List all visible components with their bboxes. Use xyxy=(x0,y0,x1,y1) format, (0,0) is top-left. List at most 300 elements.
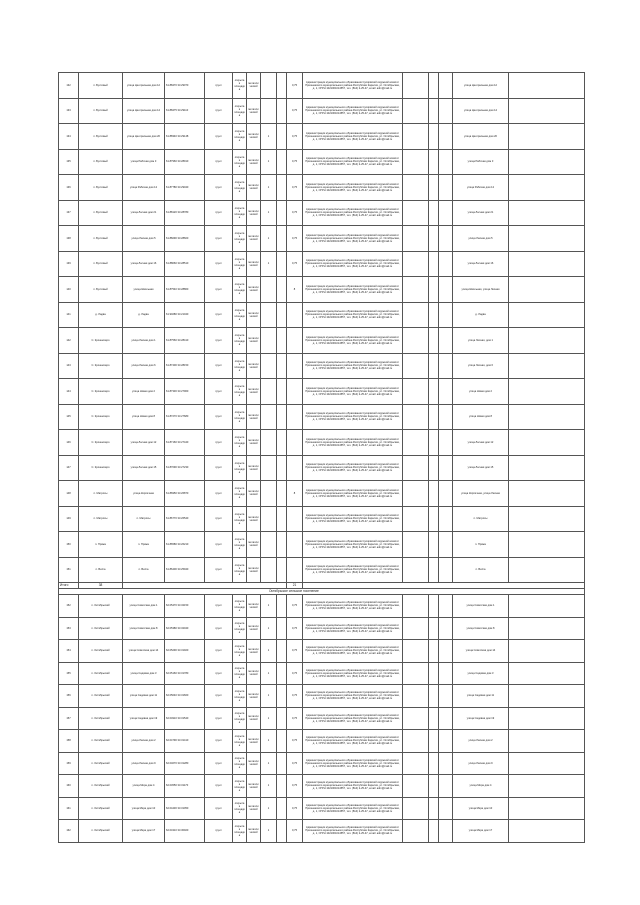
row-empty xyxy=(429,455,439,481)
row-empty xyxy=(403,149,429,175)
row-empty xyxy=(403,752,429,775)
total-count: 38 xyxy=(79,583,123,589)
row-empty xyxy=(403,226,429,252)
row-empty xyxy=(403,640,429,663)
row-type: открытая площадка xyxy=(233,557,247,583)
row-empty xyxy=(277,353,287,379)
row-number: 138 xyxy=(59,226,79,252)
row-container: металлический xyxy=(247,200,261,226)
row-surface: грунт xyxy=(205,404,233,430)
table-row xyxy=(59,226,585,252)
row-locality: С. Крошнозеро xyxy=(79,353,123,379)
row-surface: грунт xyxy=(205,277,233,303)
row-served: улица Садовая дом 19 xyxy=(453,707,509,730)
row-container: металлический xyxy=(247,455,261,481)
row-empty xyxy=(429,752,439,775)
row-locality: С. Крошнозеро xyxy=(79,430,123,456)
row-coordinates: 61.87960 33.28910 xyxy=(165,149,205,175)
row-container: металлический xyxy=(247,175,261,201)
table-row xyxy=(59,73,585,99)
row-surface: грунт xyxy=(205,328,233,354)
row-coordinates: 61.88470 33.29070 xyxy=(165,73,205,99)
row-served: улица Мира дом 10 xyxy=(453,797,509,820)
row-served: п. Пряжа xyxy=(453,532,509,558)
row-number: 153 xyxy=(59,617,79,640)
row-empty xyxy=(277,752,287,775)
row-capacity xyxy=(261,73,277,99)
row-number: 146 xyxy=(59,430,79,456)
row-address: улица Лесная дом 15 xyxy=(123,455,165,481)
row-empty xyxy=(439,455,453,481)
row-empty xyxy=(439,73,453,99)
row-empty xyxy=(509,685,585,708)
row-owner: Администрация муниципального образования Суоярвский окружной комитет Прионежского муниципального района Республики Карелия, ул. Октябрьская, д. 1, ОГРН 1021001014557, тел. (814) 2-25-47, email: adm@mail.ru xyxy=(303,707,403,730)
row-type: открытая площадка xyxy=(233,707,247,730)
row-surface: грунт xyxy=(205,820,233,843)
row-volume: 0,75 xyxy=(287,617,303,640)
row-number: 135 xyxy=(59,149,79,175)
row-volume xyxy=(287,328,303,354)
table-row xyxy=(59,98,585,124)
row-surface: грунт xyxy=(205,226,233,252)
row-empty xyxy=(277,226,287,252)
row-empty xyxy=(403,277,429,303)
row-served: улица Лесная, дом 1 xyxy=(453,328,509,354)
row-empty xyxy=(429,481,439,507)
row-coordinates: 62.05160 33.31780 xyxy=(165,662,205,685)
row-address: улица Центральная дом 14 xyxy=(123,98,165,124)
row-empty xyxy=(509,662,585,685)
row-owner: Администрация муниципального образования Суоярвский окружной комитет Прионежского муниципального района Республики Карелия, ул. Октябрьская, д. 1, ОГРН 1021001014557, тел. (814) 2-25-47, email: adm@mail.ru xyxy=(303,557,403,583)
row-volume: 0,75 xyxy=(287,730,303,753)
row-coordinates: 61.87090 33.27230 xyxy=(165,455,205,481)
row-type: открытая площадка xyxy=(233,481,247,507)
row-type: открытая площадка xyxy=(233,532,247,558)
row-type: открытая площадка xyxy=(233,328,247,354)
row-empty xyxy=(429,640,439,663)
row-surface: грунт xyxy=(205,73,233,99)
row-empty xyxy=(429,98,439,124)
row-owner: Администрация муниципального образования Суоярвский окружной комитет Прионежского муниципального района Республики Карелия, ул. Октябрьская, д. 1, ОГРН 1021001014557, тел. (814) 2-25-47, email: adm@mail.ru xyxy=(303,404,403,430)
row-empty xyxy=(509,730,585,753)
row-volume: 0,75 xyxy=(287,685,303,708)
row-owner: Администрация муниципального образования Суоярвский окружной комитет Прионежского муниципального района Республики Карелия, ул. Октябрьская, д. 1, ОГРН 1021001014557, тел. (814) 2-25-47, email: adm@mail.ru xyxy=(303,430,403,456)
row-number: 155 xyxy=(59,662,79,685)
row-surface: грунт xyxy=(205,532,233,558)
rows-block-b xyxy=(59,595,585,843)
row-surface: грунт xyxy=(205,730,233,753)
row-surface: грунт xyxy=(205,353,233,379)
row-volume: 0,75 xyxy=(287,251,303,277)
row-empty xyxy=(509,353,585,379)
row-empty xyxy=(277,685,287,708)
row-coordinates: 61.88475 33.29110 xyxy=(165,98,205,124)
row-capacity xyxy=(261,455,277,481)
row-empty xyxy=(277,557,287,583)
row-volume xyxy=(287,506,303,532)
row-served: улица Школьная, улица Лесная xyxy=(453,277,509,303)
row-address: улица Кирпичная xyxy=(123,481,165,507)
row-locality: п. Бухтовый xyxy=(79,175,123,201)
row-surface: грунт xyxy=(205,617,233,640)
row-type: открытая площадка xyxy=(233,73,247,99)
row-surface: грунт xyxy=(205,481,233,507)
row-volume: 0,75 xyxy=(287,200,303,226)
row-empty xyxy=(509,595,585,618)
row-empty xyxy=(509,557,585,583)
row-empty xyxy=(403,506,429,532)
row-owner: Администрация муниципального образования Суоярвский окружной комитет Прионежского муниципального района Республики Карелия, ул. Октябрьская, д. 1, ОГРН 1021001014557, тел. (814) 2-25-47, email: adm@mail.ru xyxy=(303,506,403,532)
row-empty xyxy=(403,404,429,430)
row-served: улица Рабочая дом 12 xyxy=(453,175,509,201)
row-surface: грунт xyxy=(205,775,233,798)
table-row xyxy=(59,707,585,730)
row-type: открытая площадка xyxy=(233,662,247,685)
row-empty xyxy=(429,302,439,328)
row-coordinates: 61.88340 33.29148 xyxy=(165,124,205,150)
row-type: открытая площадка xyxy=(233,430,247,456)
row-container: металлический xyxy=(247,277,261,303)
row-address: улица Советская дом 14 xyxy=(123,640,165,663)
row-locality: п. Бухтовый xyxy=(79,251,123,277)
row-owner: Администрация муниципального образования Суоярвский окружной комитет Прионежского муниципального района Республики Карелия, ул. Октябрьская, д. 1, ОГРН 1021001014557, тел. (814) 2-25-47, email: adm@mail.ru xyxy=(303,640,403,663)
row-empty xyxy=(439,662,453,685)
row-type: открытая площадка xyxy=(233,506,247,532)
row-type: открытая площадка xyxy=(233,595,247,618)
row-empty xyxy=(403,557,429,583)
row-volume xyxy=(287,353,303,379)
row-owner: Администрация муниципального образования Суоярвский окружной комитет Прионежского муниципального района Республики Карелия, ул. Октябрьская, д. 1, ОГРН 1021001014557, тел. (814) 2-25-47, email: adm@mail.ru xyxy=(303,98,403,124)
row-empty xyxy=(439,506,453,532)
row-empty xyxy=(277,595,287,618)
row-type: открытая площадка xyxy=(233,353,247,379)
row-coordinates: 61.87780 33.29040 xyxy=(165,175,205,201)
row-locality: п. Октябрьский xyxy=(79,662,123,685)
row-coordinates: 61.86950 33.26870 xyxy=(165,481,205,507)
row-capacity: 1 xyxy=(261,685,277,708)
row-surface: грунт xyxy=(205,455,233,481)
row-empty xyxy=(403,617,429,640)
row-locality: п. Октябрьский xyxy=(79,775,123,798)
row-locality: п. Бухтовый xyxy=(79,98,123,124)
row-surface: грунт xyxy=(205,640,233,663)
row-capacity: 1 xyxy=(261,775,277,798)
row-served: улица Лесная дом 5 xyxy=(453,226,509,252)
row-number: 162 xyxy=(59,820,79,843)
row-address: улица Мира дом 4 xyxy=(123,775,165,798)
table-row xyxy=(59,124,585,150)
row-empty xyxy=(277,662,287,685)
row-number: 132 xyxy=(59,73,79,99)
row-served: улица Советская дом 8 xyxy=(453,617,509,640)
document-sheet xyxy=(58,72,584,843)
row-container: металлический xyxy=(247,707,261,730)
row-empty xyxy=(509,455,585,481)
row-volume: 0,75 xyxy=(287,797,303,820)
row-empty xyxy=(439,775,453,798)
row-empty xyxy=(439,481,453,507)
table-row xyxy=(59,302,585,328)
row-served: улица Центральная дом 14 xyxy=(453,98,509,124)
row-volume xyxy=(287,302,303,328)
row-coordinates: 62.05470 33.32150 xyxy=(165,595,205,618)
row-type: открытая площадка xyxy=(233,455,247,481)
row-type: открытая площадка xyxy=(233,752,247,775)
row-served: улица Лесная дом 2 xyxy=(453,730,509,753)
row-locality: п. Вилга xyxy=(79,557,123,583)
row-number: 156 xyxy=(59,685,79,708)
row-empty xyxy=(439,797,453,820)
row-type: открытая площадка xyxy=(233,302,247,328)
row-served: улица Новая дом 8 xyxy=(453,404,509,430)
row-address: улица Садовая дом 11 xyxy=(123,685,165,708)
row-empty xyxy=(439,730,453,753)
row-volume: 0,75 xyxy=(287,595,303,618)
row-empty xyxy=(277,640,287,663)
row-type: открытая площадка xyxy=(233,404,247,430)
row-owner: Администрация муниципального образования Суоярвский окружной комитет Прионежского муниципального района Республики Карелия, ул. Октябрьская, д. 1, ОГРН 1021001014557, тел. (814) 2-25-47, email: adm@mail.ru xyxy=(303,226,403,252)
row-address: улица Центральная дом 12 xyxy=(123,73,165,99)
row-served: улица Садовая дом 3 xyxy=(453,662,509,685)
row-type: открытая площадка xyxy=(233,640,247,663)
row-empty xyxy=(403,662,429,685)
row-surface: грунт xyxy=(205,302,233,328)
table-row xyxy=(59,752,585,775)
row-type: открытая площадка xyxy=(233,124,247,150)
row-volume xyxy=(287,404,303,430)
row-owner: Администрация муниципального образования Суоярвский окружной комитет Прионежского муниципального района Республики Карелия, ул. Октябрьская, д. 1, ОГРН 1021001014557, тел. (814) 2-25-47, email: adm@mail.ru xyxy=(303,662,403,685)
row-volume: 0,75 xyxy=(287,175,303,201)
row-volume: 8 xyxy=(287,277,303,303)
row-empty xyxy=(509,200,585,226)
row-surface: грунт xyxy=(205,379,233,405)
rows-block-a xyxy=(59,73,585,583)
row-empty xyxy=(403,481,429,507)
row-address: улица Мира дом 10 xyxy=(123,797,165,820)
row-surface: грунт xyxy=(205,557,233,583)
table-row xyxy=(59,149,585,175)
row-capacity: 1 xyxy=(261,662,277,685)
row-empty xyxy=(277,200,287,226)
row-coordinates: 61.87400 33.28150 xyxy=(165,353,205,379)
table-row xyxy=(59,730,585,753)
row-address: п. Пряжа xyxy=(123,532,165,558)
row-address: улица Лесная дом 5 xyxy=(123,226,165,252)
row-empty xyxy=(277,617,287,640)
row-empty xyxy=(403,124,429,150)
total-block xyxy=(59,583,585,595)
row-container: металлический xyxy=(247,226,261,252)
section-title: Октябрьское сельское поселение xyxy=(59,589,585,595)
row-served: улица Садовая дом 11 xyxy=(453,685,509,708)
row-empty xyxy=(429,820,439,843)
row-served: улица Мира дом 4 xyxy=(453,775,509,798)
row-locality: С. Крошнозеро xyxy=(79,379,123,405)
row-capacity: 1 xyxy=(261,175,277,201)
row-container: металлический xyxy=(247,662,261,685)
row-number: 150 xyxy=(59,532,79,558)
row-empty xyxy=(277,73,287,99)
row-owner: Администрация муниципального образования Суоярвский окружной комитет Прионежского муниципального района Республики Карелия, ул. Октябрьская, д. 1, ОГРН 1021001014557, тел. (814) 2-25-47, email: adm@mail.ru xyxy=(303,685,403,708)
row-number: 161 xyxy=(59,797,79,820)
row-address: улица Рабочая дом 3 xyxy=(123,149,165,175)
row-container: металлический xyxy=(247,775,261,798)
row-container: металлический xyxy=(247,353,261,379)
row-capacity xyxy=(261,532,277,558)
row-container: металлический xyxy=(247,379,261,405)
row-capacity: 1 xyxy=(261,752,277,775)
row-empty xyxy=(429,532,439,558)
row-empty xyxy=(439,707,453,730)
table-row xyxy=(59,797,585,820)
row-empty xyxy=(509,820,585,843)
row-locality: п. Октябрьский xyxy=(79,797,123,820)
row-empty xyxy=(509,752,585,775)
row-empty xyxy=(439,532,453,558)
row-owner: Администрация муниципального образования Суоярвский окружной комитет Прионежского муниципального района Республики Карелия, ул. Октябрьская, д. 1, ОГРН 1021001014557, тел. (814) 2-25-47, email: adm@mail.ru xyxy=(303,251,403,277)
row-locality: п. Октябрьский xyxy=(79,595,123,618)
row-type: открытая площадка xyxy=(233,175,247,201)
row-empty xyxy=(277,251,287,277)
table-row xyxy=(59,353,585,379)
row-address: улица Советская дом 8 xyxy=(123,617,165,640)
row-capacity xyxy=(261,379,277,405)
row-empty xyxy=(403,730,429,753)
row-volume: 0,75 xyxy=(287,124,303,150)
row-empty xyxy=(509,481,585,507)
row-empty xyxy=(509,124,585,150)
row-empty xyxy=(403,685,429,708)
row-locality: С. Крошнозеро xyxy=(79,328,123,354)
table-row xyxy=(59,820,585,843)
row-served: улица Новая дом 2 xyxy=(453,379,509,405)
row-empty xyxy=(439,200,453,226)
row-number: 142 xyxy=(59,328,79,354)
row-container: металлический xyxy=(247,685,261,708)
row-empty xyxy=(429,149,439,175)
row-served: улица Лесная дом 9 xyxy=(453,752,509,775)
row-empty xyxy=(509,98,585,124)
table-row xyxy=(59,277,585,303)
row-empty xyxy=(429,353,439,379)
row-empty xyxy=(429,200,439,226)
row-owner: Администрация муниципального образования Суоярвский окружной комитет Прионежского муниципального района Республики Карелия, ул. Октябрьская, д. 1, ОГРН 1021001014557, тел. (814) 2-25-47, email: adm@mail.ru xyxy=(303,353,403,379)
row-container: металлический xyxy=(247,506,261,532)
row-volume: 0,75 xyxy=(287,73,303,99)
row-empty xyxy=(439,328,453,354)
row-locality: п. Октябрьский xyxy=(79,752,123,775)
row-address: улица Лесная дом 21 xyxy=(123,200,165,226)
table-row xyxy=(59,617,585,640)
row-container: металлический xyxy=(247,149,261,175)
row-empty xyxy=(403,353,429,379)
row-type: открытая площадка xyxy=(233,379,247,405)
row-locality: п. Бухтовый xyxy=(79,277,123,303)
row-address: улица Мира дом 17 xyxy=(123,820,165,843)
row-empty xyxy=(509,775,585,798)
row-address: улица Лесная дом 12 xyxy=(123,430,165,456)
row-coordinates: 61.86770 33.26540 xyxy=(165,506,205,532)
row-empty xyxy=(439,302,453,328)
row-empty xyxy=(277,775,287,798)
row-locality: п. Матросы xyxy=(79,506,123,532)
row-empty xyxy=(439,595,453,618)
row-address: улица Лесная дом 16 xyxy=(123,251,165,277)
row-empty xyxy=(509,175,585,201)
row-address: улица Лесная дом 9 xyxy=(123,752,165,775)
table-row xyxy=(59,595,585,618)
row-empty xyxy=(509,617,585,640)
row-address: улица Лесная дом 2 xyxy=(123,730,165,753)
row-empty xyxy=(277,506,287,532)
row-owner: Администрация муниципального образования Суоярвский окружной комитет Прионежского муниципального района Республики Карелия, ул. Октябрьская, д. 1, ОГРН 1021001014557, тел. (814) 2-25-47, email: adm@mail.ru xyxy=(303,481,403,507)
row-container: металлический xyxy=(247,251,261,277)
row-coordinates: 62.05040 33.31660 xyxy=(165,685,205,708)
row-empty xyxy=(429,175,439,201)
row-empty xyxy=(429,662,439,685)
row-empty xyxy=(429,328,439,354)
row-capacity: 1 xyxy=(261,730,277,753)
row-type: открытая площадка xyxy=(233,277,247,303)
row-surface: грунт xyxy=(205,251,233,277)
row-container: металлический xyxy=(247,640,261,663)
table-row xyxy=(59,640,585,663)
row-owner: Администрация муниципального образования Суоярвский окружной комитет Прионежского муниципального района Республики Карелия, ул. Октябрьская, д. 1, ОГРН 1021001014557, тел. (814) 2-25-47, email: adm@mail.ru xyxy=(303,820,403,843)
row-empty xyxy=(403,200,429,226)
row-served: улица Советская дом 14 xyxy=(453,640,509,663)
row-owner: Администрация муниципального образования Суоярвский окружной комитет Прионежского муниципального района Республики Карелия, ул. Октябрьская, д. 1, ОГРН 1021001014557, тел. (814) 2-25-47, email: adm@mail.ru xyxy=(303,617,403,640)
row-empty xyxy=(429,226,439,252)
row-coordinates: 61.90280 33.21040 xyxy=(165,302,205,328)
row-locality: С. Крошнозеро xyxy=(79,404,123,430)
row-container: металлический xyxy=(247,820,261,843)
row-empty xyxy=(403,707,429,730)
row-number: 144 xyxy=(59,379,79,405)
row-coordinates: 62.04310 33.30920 xyxy=(165,820,205,843)
row-surface: грунт xyxy=(205,595,233,618)
row-empty xyxy=(277,707,287,730)
row-number: 141 xyxy=(59,302,79,328)
row-container: металлический xyxy=(247,617,261,640)
row-empty xyxy=(439,557,453,583)
row-address: улица Новая дом 8 xyxy=(123,404,165,430)
row-number: 152 xyxy=(59,595,79,618)
table-row xyxy=(59,532,585,558)
row-empty xyxy=(429,506,439,532)
row-empty xyxy=(429,404,439,430)
table-row xyxy=(59,175,585,201)
row-owner: Администрация муниципального образования Суоярвский окружной комитет Прионежского муниципального района Республики Карелия, ул. Октябрьская, д. 1, ОГРН 1021001014557, тел. (814) 2-25-47, email: adm@mail.ru xyxy=(303,455,403,481)
row-number: 160 xyxy=(59,775,79,798)
row-capacity xyxy=(261,302,277,328)
row-surface: грунт xyxy=(205,200,233,226)
row-volume: 0,75 xyxy=(287,149,303,175)
row-empty xyxy=(509,532,585,558)
row-number: 137 xyxy=(59,200,79,226)
row-type: открытая площадка xyxy=(233,820,247,843)
row-type: открытая площадка xyxy=(233,251,247,277)
row-volume xyxy=(287,532,303,558)
row-empty xyxy=(509,328,585,354)
row-served: улица Лесная дом 16 xyxy=(453,251,509,277)
row-coordinates: 61.86400 33.25940 xyxy=(165,557,205,583)
row-surface: грунт xyxy=(205,124,233,150)
row-address: улица Садовая дом 3 xyxy=(123,662,165,685)
row-surface: грунт xyxy=(205,149,233,175)
row-empty xyxy=(509,149,585,175)
table-row xyxy=(59,200,585,226)
row-empty xyxy=(439,277,453,303)
